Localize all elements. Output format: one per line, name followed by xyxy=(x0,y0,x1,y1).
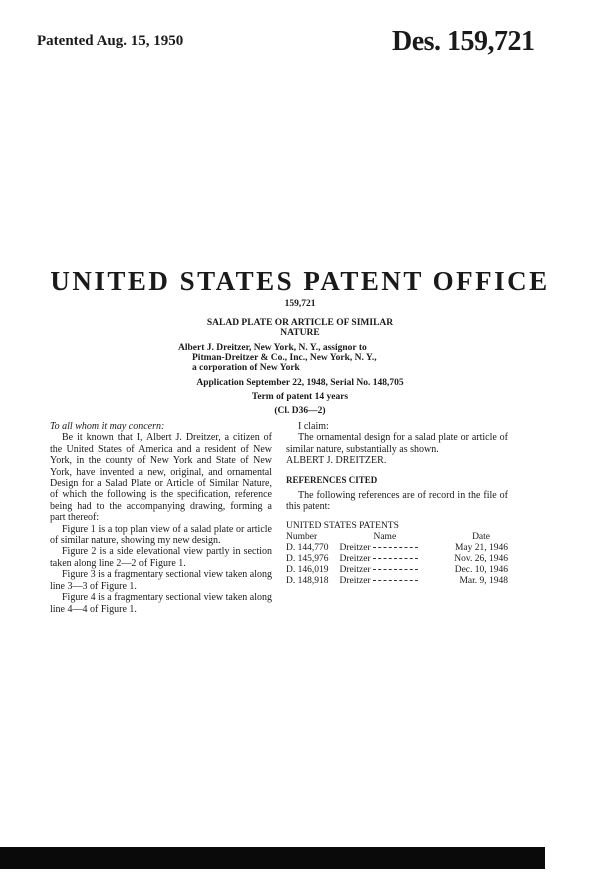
title-line-1: SALAD PLATE OR ARTICLE OF SIMILAR xyxy=(206,318,394,328)
term-line: Term of patent 14 years xyxy=(251,392,349,402)
design-number: Des. 159,721 xyxy=(392,26,535,57)
figure-2-description: Figure 2 is a side elevational view partly in section taken along line 2—2 of Figure 1. xyxy=(50,546,272,569)
title-line-2: NATURE xyxy=(280,328,320,338)
date-cell: Mar. 9, 1948 xyxy=(459,576,508,587)
inventor-line-2: Pitman-Dreitzer & Co., Inc., New York, N. Y., xyxy=(192,353,377,363)
figure-1-description: Figure 1 is a top plan view of a salad plate or article of similar nature, showing my new design. xyxy=(50,523,272,547)
leader-dots xyxy=(373,569,418,570)
name-text: Dreitzer xyxy=(339,554,371,565)
date-cell: Dec. 10, 1946 xyxy=(454,565,508,576)
leader-dots xyxy=(373,580,418,581)
name-cell xyxy=(339,576,440,587)
figure-3-description: Figure 3 is a fragmentary sectional view taken along line 3—3 of Figure 1. xyxy=(50,569,272,592)
patent-number-cell: D. 148,918 xyxy=(286,576,329,587)
patent-number-cell: D. 145,976 xyxy=(286,554,329,565)
column-header-name: Name xyxy=(373,532,397,543)
leader-dots xyxy=(373,558,418,559)
references-header-row xyxy=(286,532,508,543)
column-header-number: Number xyxy=(286,532,318,543)
references-intro: The following references are of record in the file of this patent: xyxy=(286,490,508,513)
table-row xyxy=(286,543,508,554)
name-text: Dreitzer xyxy=(339,565,371,576)
classification: (Cl. D36—2) xyxy=(274,406,326,416)
intro-paragraph: Be it known that I, Albert J. Dreitzer, a citizen of the United States of America and a resident of New York, in the county of New York and State of New York, have invented a new, original, and ornamental Design for a Salad Plate or Article of Similar Nature, of which the following is the specification, reference being had to the accompanying drawing, forming a part thereof: xyxy=(50,432,272,524)
references-heading: REFERENCES CITED xyxy=(286,474,378,485)
inventor-line-1: Albert J. Dreitzer, New York, N. Y., assignor to xyxy=(178,343,367,353)
salutation: To all whom it may concern: xyxy=(50,421,165,432)
table-row xyxy=(286,576,508,587)
application-line: Application September 22, 1948, Serial No. 148,705 xyxy=(196,378,404,388)
patent-number-cell: D. 144,770 xyxy=(286,543,329,554)
claim-text: The ornamental design for a salad plate or article of similar nature, substantially as shown. xyxy=(286,432,508,455)
name-cell xyxy=(339,543,440,554)
date-cell: Nov. 26, 1946 xyxy=(454,554,508,565)
office-heading: UNITED STATES PATENT OFFICE xyxy=(50,266,550,296)
name-cell xyxy=(339,565,440,576)
signature: ALBERT J. DREITZER. xyxy=(286,455,387,467)
name-text: Dreitzer xyxy=(339,576,371,587)
name-text: Dreitzer xyxy=(339,543,371,554)
scan-edge-bar xyxy=(0,847,545,869)
table-row xyxy=(286,565,508,576)
patent-number: 159,721 xyxy=(284,299,316,309)
figure-4-description: Figure 4 is a fragmentary sectional view taken along line 4—4 of Figure 1. xyxy=(50,592,272,615)
right-column xyxy=(286,421,508,587)
patented-date: Patented Aug. 15, 1950 xyxy=(37,33,184,49)
name-cell xyxy=(339,554,440,565)
leader-dots xyxy=(373,547,418,548)
date-cell: May 21, 1946 xyxy=(454,543,508,554)
inventor-line-3: a corporation of New York xyxy=(192,363,300,373)
references-subheading: UNITED STATES PATENTS xyxy=(286,520,399,531)
patent-number-cell: D. 146,019 xyxy=(286,565,329,576)
references-table xyxy=(286,532,508,587)
claim-intro: I claim: xyxy=(298,421,329,432)
column-header-date: Date xyxy=(472,532,490,543)
table-row xyxy=(286,554,508,565)
left-column xyxy=(50,421,272,615)
